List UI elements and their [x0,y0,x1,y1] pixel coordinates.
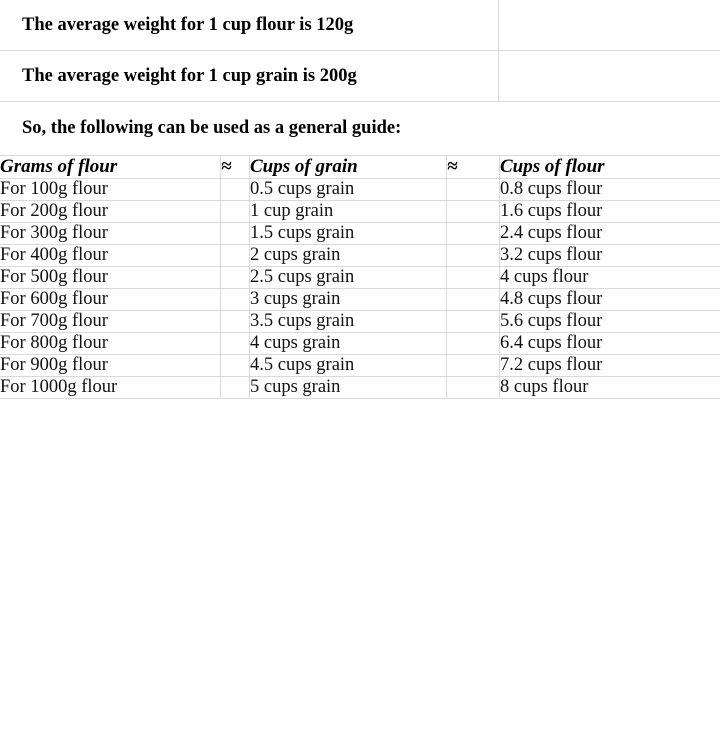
note-row [0,0,720,51]
note-text-grain: The average weight for 1 cup grain is 200g [22,66,357,87]
cell-approx-2 [447,201,500,223]
statement-text: So, the following can be used as a general guide: [22,118,402,139]
column-header-approx-2: ≈ [447,156,500,179]
cell-flour: 4.8 cups flour [500,289,720,311]
cell-approx-2 [447,245,500,267]
cell-grams: For 600g flour [0,289,221,311]
cell-grain: 0.5 cups grain [250,179,447,201]
cell-approx-1 [221,267,250,289]
table-row [0,377,720,399]
statement-row [0,102,720,156]
cell-approx-2 [447,289,500,311]
table-body [0,179,720,399]
cell-approx-1 [221,377,250,399]
cell-flour: 5.6 cups flour [500,311,720,333]
cell-grams: For 900g flour [0,355,221,377]
note-cell [0,51,499,102]
cell-grain: 4.5 cups grain [250,355,447,377]
table-row [0,245,720,267]
table-row [0,311,720,333]
cell-grain: 3.5 cups grain [250,311,447,333]
cell-grain: 2 cups grain [250,245,447,267]
note-text-flour: The average weight for 1 cup flour is 120g [22,15,354,35]
cell-approx-1 [221,311,250,333]
cell-approx-1 [221,333,250,355]
cell-approx-1 [221,355,250,377]
cell-grams: For 500g flour [0,267,221,289]
column-header-grams-of-flour: Grams of flour [0,156,221,179]
cell-grams: For 800g flour [0,333,221,355]
table-row [0,223,720,245]
cell-flour: 3.2 cups flour [500,245,720,267]
cell-approx-2 [447,311,500,333]
cell-approx-2 [447,223,500,245]
note-empty-cell [499,0,720,51]
cell-grams: For 300g flour [0,223,221,245]
cell-grams: For 400g flour [0,245,221,267]
cell-flour: 4 cups flour [500,267,720,289]
cell-grain: 1 cup grain [250,201,447,223]
cell-grams: For 1000g flour [0,377,221,399]
cell-grams: For 100g flour [0,179,221,201]
cell-grams: For 200g flour [0,201,221,223]
cell-flour: 1.6 cups flour [500,201,720,223]
table-header-row [0,156,720,179]
cell-grain: 5 cups grain [250,377,447,399]
column-header-cups-of-grain: Cups of grain [250,156,447,179]
cell-approx-2 [447,377,500,399]
cell-approx-2 [447,333,500,355]
cell-flour: 8 cups flour [500,377,720,399]
notes-table [0,0,720,156]
cell-approx-2 [447,355,500,377]
cell-grain: 2.5 cups grain [250,267,447,289]
table-row [0,179,720,201]
cell-grams: For 700g flour [0,311,221,333]
cell-approx-2 [447,267,500,289]
statement-cell [0,102,720,156]
table-row [0,355,720,377]
table-row [0,201,720,223]
conversion-table [0,156,720,399]
cell-approx-1 [221,245,250,267]
note-row [0,51,720,102]
note-cell [0,0,499,51]
table-row [0,333,720,355]
cell-grain: 4 cups grain [250,333,447,355]
cell-flour: 0.8 cups flour [500,179,720,201]
cell-flour: 7.2 cups flour [500,355,720,377]
cell-grain: 3 cups grain [250,289,447,311]
table-row [0,267,720,289]
cell-approx-2 [447,179,500,201]
cell-approx-1 [221,179,250,201]
cell-grain: 1.5 cups grain [250,223,447,245]
cell-approx-1 [221,289,250,311]
cell-approx-1 [221,223,250,245]
note-empty-cell [499,51,720,102]
column-header-approx-1: ≈ [221,156,250,179]
table-row [0,289,720,311]
cell-flour: 6.4 cups flour [500,333,720,355]
cell-flour: 2.4 cups flour [500,223,720,245]
column-header-cups-of-flour: Cups of flour [500,156,720,179]
cell-approx-1 [221,201,250,223]
